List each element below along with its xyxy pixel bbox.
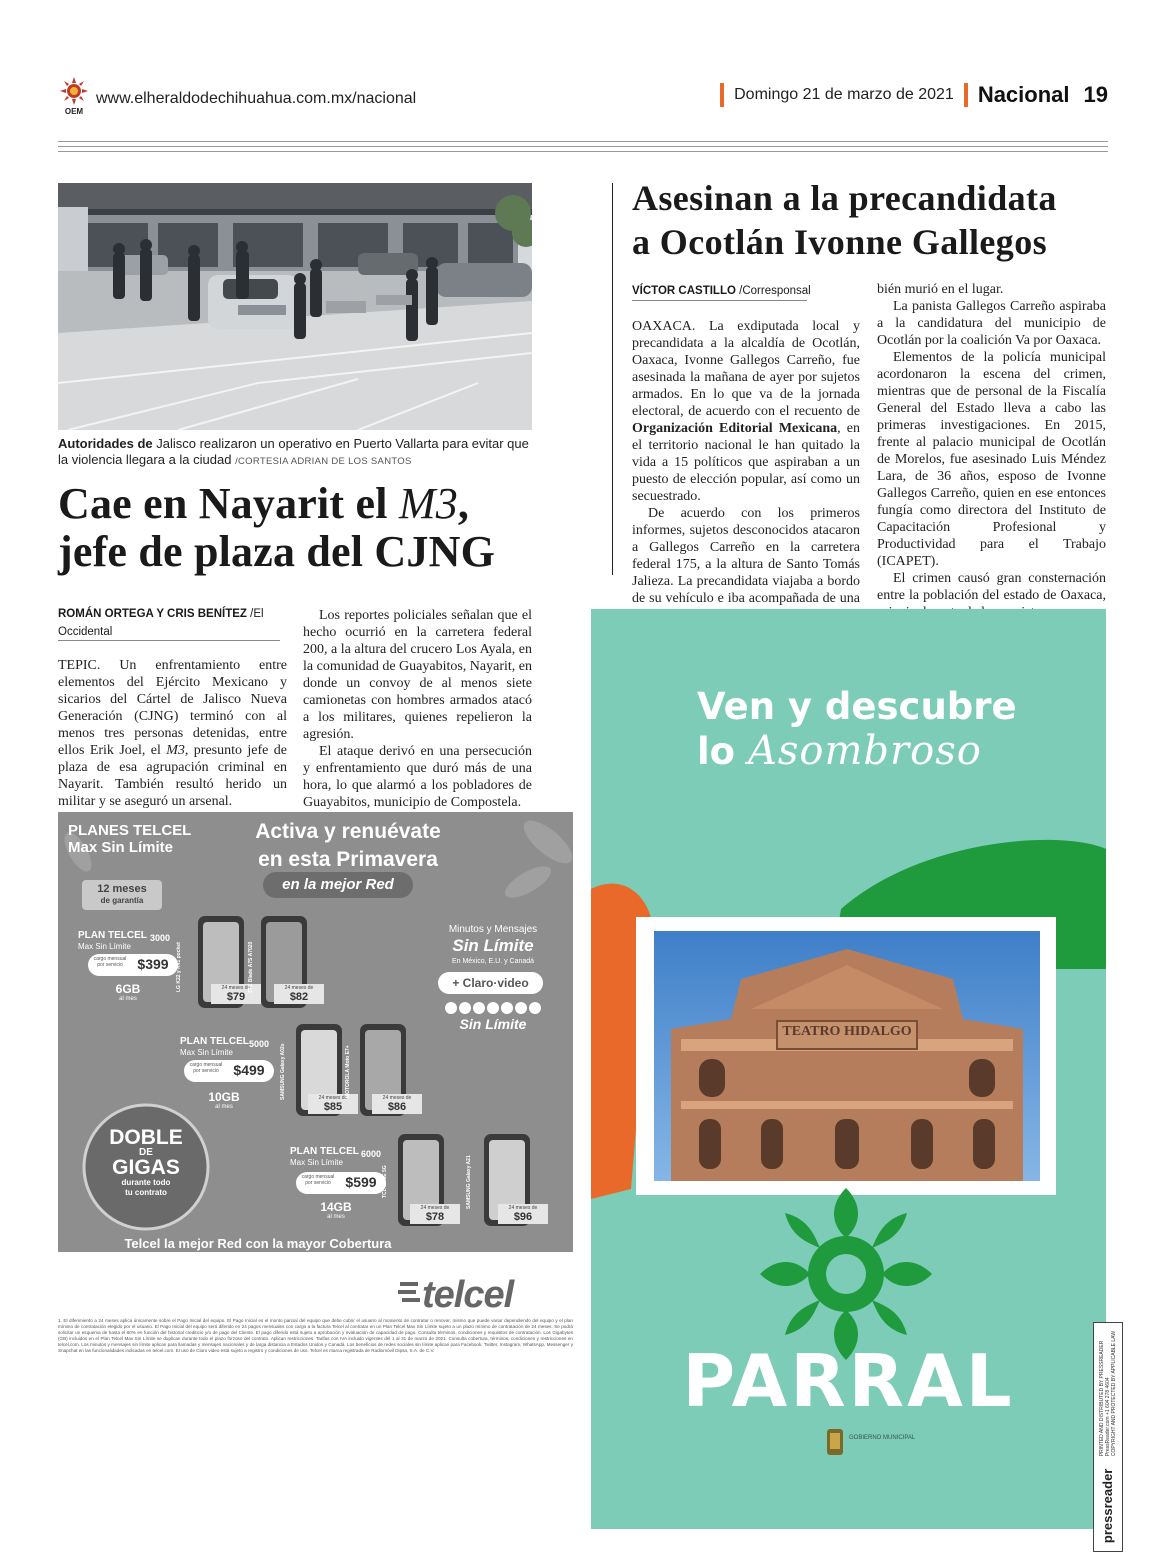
pressreader-line: COPYRIGHT AND PROTECTED BY APPLICABLE LAW <box>1110 1330 1117 1457</box>
headline-left-italic: M3 <box>398 479 458 528</box>
plan-sub: Max Sin Límite <box>290 1158 343 1167</box>
header-rule <box>58 151 1108 152</box>
tagline-script: Asombroso <box>748 728 982 774</box>
minutes-line3: En México, E.U. y Canadá <box>451 958 535 965</box>
plan-sub: Max Sin Límite <box>78 942 131 951</box>
phone-name: LG K22 y K41 pocket <box>176 942 182 992</box>
plan-sub: Max Sin Límite <box>180 1048 233 1057</box>
guarantee-line1: 12 meses <box>97 883 147 895</box>
text: , presunto jefe de plaza de esa agrupación criminal en Nayarit. También resultó herido un militar y se aseguró un arsenal. <box>58 743 287 809</box>
pressreader-line: PressReader.com +1 604 278 4604 <box>1104 1377 1111 1457</box>
caption-lead: Autoridades de <box>58 436 153 451</box>
oem-logo-icon <box>58 76 90 116</box>
plan1-cargo: cargo mensual por servicio <box>93 956 127 968</box>
text-italic: M3 <box>166 743 185 758</box>
parral-ad[interactable] <box>591 609 1106 1529</box>
plan1-gigas: 6GB <box>115 982 141 996</box>
telcel-logo-icon <box>398 1278 420 1314</box>
phone-price: $96 <box>513 1211 533 1223</box>
doble-line4: durante todo <box>121 1178 171 1187</box>
headline-left-comma: , <box>457 479 470 528</box>
paragraph <box>632 318 860 505</box>
text-bold: Organización Editorial Mexicana <box>632 421 838 436</box>
plan-name: PLAN TELCEL <box>78 930 147 941</box>
issue-date: Domingo 21 de marzo de 2021 <box>734 86 954 103</box>
phone-name: ZTE Blade A7S A7020 <box>248 941 254 993</box>
plan-name: PLAN TELCEL <box>180 1036 249 1047</box>
phone-name: MOTOROLA Moto E7+ <box>345 1045 351 1099</box>
plan1-gigas-sub: al mes <box>119 996 137 1002</box>
phone-months: 24 meses de <box>318 1095 348 1101</box>
phone-months: 24 meses de <box>284 985 314 991</box>
plan2-number: 5000 <box>248 1039 270 1049</box>
plan1-number: 3000 <box>149 933 171 943</box>
byline-role: /El Occidental <box>58 608 264 638</box>
photo-credit: /CORTESIA ADRIAN DE LOS SANTOS <box>235 456 412 467</box>
phone-name: SAMSUNG Galaxy A21 <box>466 1155 472 1209</box>
orange-separator <box>964 83 968 107</box>
header-rule <box>58 141 1108 142</box>
tagline-line1: Ven y descubre <box>697 685 1017 728</box>
byline-names: ROMÁN ORTEGA Y CRIS BENÍTEZ <box>58 608 247 620</box>
plan3-number: 6000 <box>360 1149 382 1159</box>
tagline-lo: lo <box>697 730 736 773</box>
paragraph: bién murió en el lugar. <box>877 282 1004 297</box>
article-photo <box>58 183 532 430</box>
paragraph: Los reportes policiales señalan que el hecho ocurrió en la carretera federal 200, a la altura del crucero Los Ayala, en la comunidad de Guayabitos, Nayarit, en donde un convoy de al menos siete camionetas con hombres armados atacó a los militares, quienes repelieron la agresión. <box>303 608 532 742</box>
byline-name: VÍCTOR CASTILLO <box>632 285 736 297</box>
byline-rule <box>632 300 807 301</box>
minutes-line1: Minutos y Mensajes <box>448 924 538 935</box>
headline-left-part: Cae en Nayarit el <box>58 479 399 528</box>
plans-title-line2: Max Sin Límite <box>68 839 174 856</box>
phone-price: $86 <box>387 1101 407 1113</box>
phone-price: $85 <box>323 1101 343 1113</box>
header-rule <box>58 146 1108 147</box>
telcel-brand: telcel <box>422 1274 514 1316</box>
headline-left <box>58 480 538 576</box>
paragraph <box>58 657 287 810</box>
headline-right <box>632 176 1112 264</box>
doble-line3: GIGAS <box>112 1156 180 1179</box>
headline-line1: Activa y renuévate <box>255 820 441 843</box>
phone-name: TCL 10 SE 5G <box>382 1165 388 1199</box>
claro-video-badge: + Claro·video <box>452 976 529 990</box>
article-left-col1 <box>58 657 287 810</box>
paragraph: La panista Gallegos Carreño aspiraba a la candidatura del municipio de Ocotlán por la coalición Va por Oaxaca. <box>877 299 1106 348</box>
pressreader-line: PRINTED AND DISTRIBUTED BY PRESSREADER <box>1098 1340 1105 1457</box>
pressreader-brand: pressreader <box>1100 1468 1116 1544</box>
byline-right <box>632 282 860 300</box>
telcel-subheadline: en la mejor Red <box>282 876 394 893</box>
minutes-line2: Sin Límite <box>452 936 534 955</box>
page-header <box>58 72 1108 120</box>
phone-months: 24 meses de <box>382 1095 412 1101</box>
page-number: 19 <box>1083 82 1108 107</box>
plan2-gigas: 10GB <box>208 1090 240 1104</box>
headline-line2: en esta Primavera <box>258 848 438 871</box>
paragraph: Elementos de la policía municipal acordonaron la escena del crimen, mientras que de personal de la Fiscalía General del Estado lleva a cabo las primeras investigaciones. En 2015, frente al palacio municipal de Ocotlán de Morelos, fue asesinado Luis Méndez Lara, de 36 años, esposo de Ivonne Gallegos Carreño, quien en ese entonces fungía como directora del Instituto de Capacitación Profesional y Productividad para el Trabajo (ICAPET). <box>877 350 1106 569</box>
municipal-crest-text: GOBIERNO MUNICIPAL <box>849 1435 916 1441</box>
plan3-gigas: 14GB <box>320 1200 352 1214</box>
section-name: Nacional <box>977 82 1070 107</box>
plan3-gigas-sub: al mes <box>327 1214 345 1220</box>
phone-months: 24 meses de <box>221 985 251 991</box>
parral-city-name: PARRAL <box>682 1339 1015 1423</box>
building-sign: TEATRO HIDALGO <box>782 1024 912 1039</box>
phone-name: SAMSUNG Galaxy A02s <box>280 1043 286 1101</box>
telcel-fine-print: 1. El diferimiento a 24 meses aplica únicamente sobre el Pago Inicial del equipo. El Pago Inicial es el monto parcial del equipo que debe cubrir el usuario al momento de contratar o renovar, mismo que puede variar dependiendo del equipo y el plan mínimo de contratación elegido por el usuario. El Pago Inicial del equipo será diferido en 24 pagos mensuales con cargo a la factura Telcel al contratar en un Plan Telcel Max Sin Límite sujeto a un plazo mínimo de contratación de 24 meses. Se podrá solicitar un esquema de hasta el 60% en función del historial crediticio y/o de pago del Cliente. El pago diferido está sujeto a aprobación y evaluación de capacidad de pago. Consulta términos, condiciones y requisitos de contratación. Los Gigabytes (GB) incluidos en el Plan Telcel Max Sin Límite se duplican durante todo el plazo forzoso del contrato. Aplican restricciones. Tarifas con IVA incluido vigentes del 1 al 31 de marzo de 2021. Consulta cobertura, términos, condiciones y restricciones en telcel.com. Los minutos y mensajes sin límite aplican para llamadas y mensajes nacionales y de larga distancia a Estados Unidos y Canadá. Los beneficios de redes sociales sin límite aplican para Facebook, Twitter, Instagram, WhatsApp, Messenger y Snapchat en las funcionalidades indicadas en telcel.com. El uso de Claro video está sujeto a registro y condiciones de uso. Telcel es marca registrada de Radiomóvil Dipsa, S.A. de C.V. <box>58 1318 573 1354</box>
plan2-cargo: cargo mensual por servicio <box>189 1062 223 1074</box>
paragraph: El crimen causó gran consternación entre la población del estado de Oaxaca, <box>877 571 1106 603</box>
byline-left <box>58 605 280 641</box>
pressreader-stamp <box>1093 1322 1123 1552</box>
plan3-price: $599 <box>345 1174 377 1190</box>
byline-rule <box>58 640 280 641</box>
plans-title <box>68 822 218 856</box>
phone-months: 24 meses de <box>420 1205 450 1211</box>
headline-right-line2: a Ocotlán Ivonne Gallegos <box>632 222 1048 262</box>
article-right-col1 <box>632 318 860 624</box>
minutes-block <box>428 922 558 970</box>
doble-gigas-badge <box>84 1128 208 1198</box>
telcel-headline <box>218 818 478 874</box>
doble-line5: tu contrato <box>125 1188 167 1197</box>
doble-line2: DE <box>139 1147 153 1158</box>
phone-price: $78 <box>425 1211 445 1223</box>
plan2-gigas-sub: al mes <box>215 1104 233 1110</box>
phone-price: $82 <box>289 991 309 1003</box>
social-sin-limite: Sin Límite <box>459 1016 527 1032</box>
plan2-price: $499 <box>233 1062 265 1078</box>
parral-tagline <box>697 685 1017 774</box>
site-url[interactable]: www.elheraldodechihuahua.com.mx/nacional <box>96 90 417 107</box>
telcel-ad[interactable] <box>58 812 573 1252</box>
plans-title-line1: PLANES TELCEL <box>68 822 192 839</box>
phone-months: 24 meses de <box>508 1205 538 1211</box>
paragraph: De acuerdo con los primeros informes, sujetos desconocidos atacaron a Gallegos Carreño en la carretera federal 175, a la altura de Santo Tomás Jalieza. La precandidata viajaba a bordo de su vehículo e iba acompañada de una <box>632 506 860 606</box>
photo-caption <box>58 436 534 470</box>
phone-price: $79 <box>226 991 246 1003</box>
doble-line1: DOBLE <box>109 1126 183 1149</box>
caption-text: Jalisco realizaron un operativo en Puerto Vallarta para evitar que la violencia llegara a la ciudad <box>58 436 529 467</box>
telcel-footer: Telcel la mejor Red con la mayor Cobertura <box>124 1236 392 1251</box>
byline-role: /Corresponsal <box>739 285 811 297</box>
paragraph: El ataque derivó en una persecución y enfrentamiento que duró más de una hora, lo que alarmó a los pobladores de Guayabitos, municipio de Compostela. <box>303 744 532 810</box>
guarantee-badge <box>82 883 162 907</box>
plan1-price: $399 <box>137 956 169 972</box>
article-right-col2 <box>877 281 1106 621</box>
article-left-col2 <box>303 607 532 811</box>
text: , en el territorio nacional le han quitado la vida a 15 políticos que aspiraban a un puesto de elección popular, así como un secuestrado. <box>632 421 860 504</box>
headline-right-line1: Asesinan a la precandidata <box>632 178 1057 218</box>
header-info <box>710 82 1108 108</box>
pressreader-text <box>1099 1331 1117 1543</box>
guarantee-line2: de garantía <box>100 896 144 905</box>
text: OAXACA. La exdiputada local y precandidata a la alcaldía de Ocotlán, Oaxaca, Ivonne Gallegos Carreño, fue asesinada la mañana de ayer por sujetos armados. En lo que va de la jornada electoral, de acuerdo con el recuento de <box>632 319 860 419</box>
headline-left-line2: jefe de plaza del CJNG <box>58 527 495 576</box>
plan3-cargo: cargo mensual por servicio <box>301 1174 335 1186</box>
orange-separator <box>720 83 724 107</box>
column-divider <box>612 183 613 575</box>
tagline-line2 <box>697 729 1017 774</box>
text: TEPIC. Un enfrentamiento entre elementos del Ejército Mexicano y sicarios del Cártel de Jalisco Nueva Generación (CJNG) terminó con al menos tres personas detenidas, entre ellos Erik Joel, el <box>58 658 287 758</box>
svg-text:OEM: OEM <box>64 107 84 116</box>
plan-name: PLAN TELCEL <box>290 1146 359 1157</box>
